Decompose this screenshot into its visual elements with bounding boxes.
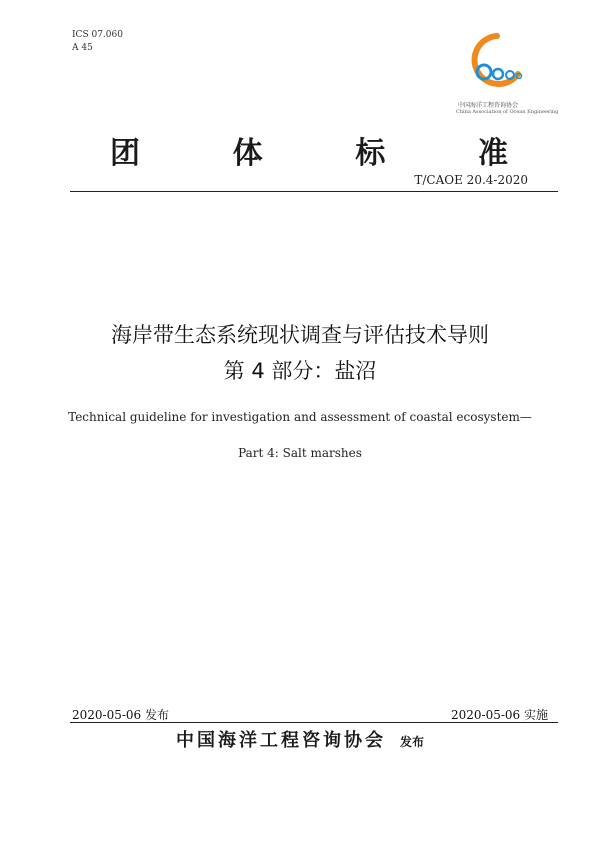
doc-type-char: 准 [477,136,510,171]
publisher-suffix: 发布 [399,735,424,749]
publisher-name: 中国海洋工程咨询协会 [175,730,386,751]
ccs-code: A 45 [72,43,93,53]
top-divider [70,191,558,192]
title-en-line-1: Technical guideline for investigation and assessment of coastal ecosystem— [68,410,532,424]
title-cn-line-2: 第 4 部分：盐沼 [223,359,377,383]
ics-code: ICS 07.060 [72,30,123,40]
implementation-date: 2020-05-06 实施 [450,708,548,722]
issue-date: 2020-05-06 发布 [72,708,170,722]
doc-type-char: 体 [232,136,265,171]
publisher-line [0,726,600,752]
association-logo [462,30,532,94]
caoe-logo-icon [462,30,532,94]
title-en-line-2: Part 4: Salt marshes [238,446,362,460]
title-cn-line-1: 海岸带生态系统现状调查与评估技术导则 [111,323,489,347]
bottom-divider [70,722,558,723]
logo-org-name-en: China Association of Ocean Engineering [456,109,559,115]
document-type-heading [110,128,510,172]
logo-org-name-cn: 中国海洋工程咨询协会 [458,102,519,109]
doc-type-char: 标 [355,136,388,171]
standard-number: T/CAOE 20.4-2020 [414,173,528,187]
doc-type-char: 团 [110,136,142,171]
